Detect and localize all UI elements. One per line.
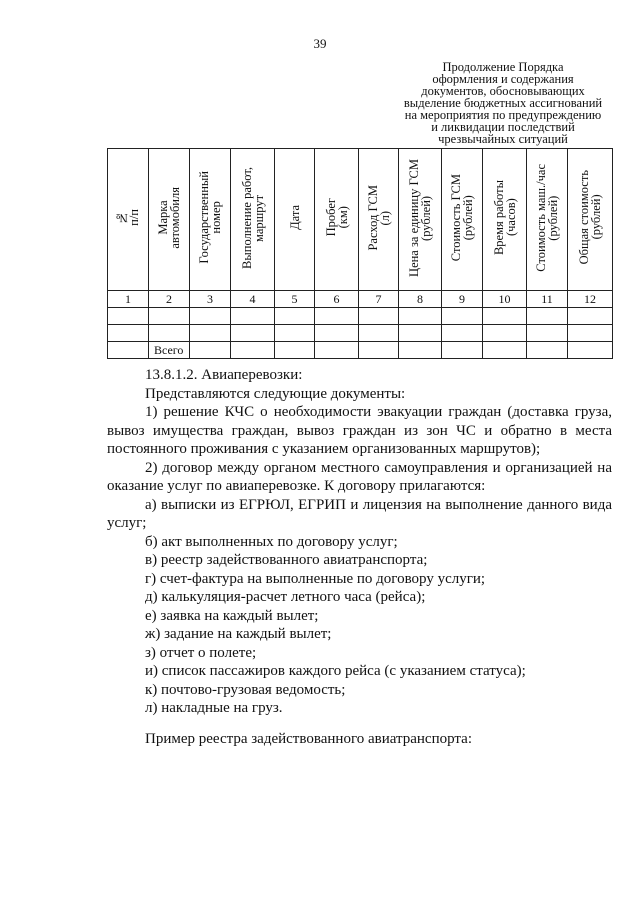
header-line: № — [115, 210, 129, 225]
column-number-cell: 11 — [527, 291, 568, 308]
table-cell — [527, 342, 568, 359]
vehicle-cost-table — [107, 148, 613, 359]
continuation-line: чрезвычайных ситуаций — [438, 132, 568, 146]
header-line: (рублей) — [546, 194, 560, 241]
header-text — [116, 209, 140, 226]
header-line: Время работы — [491, 179, 506, 256]
table-cell — [568, 342, 613, 359]
continuation-line: документов, обосновывающих — [421, 84, 585, 98]
header-line: Выполнение работ, — [239, 166, 254, 269]
header-text — [367, 185, 391, 251]
table-cell — [231, 308, 275, 325]
column-number-cell: 1 — [108, 291, 149, 308]
table-cell — [442, 342, 483, 359]
table-cell — [483, 342, 527, 359]
header-line: маршрут — [251, 193, 266, 242]
column-number-cell: 8 — [399, 291, 442, 308]
header-line: п/п — [127, 209, 141, 226]
list-item: а) выписки из ЕГРЮЛ, ЕГРИП и лицензия на выполнение данного вида услуг; — [107, 496, 612, 531]
table-cell — [483, 325, 527, 342]
list-item: г) счет-фактура на выполненные по договору услуги; — [145, 570, 486, 587]
table-header-row — [108, 149, 613, 291]
table-cell — [399, 325, 442, 342]
list-item: ж) задание на каждый вылет; — [145, 626, 332, 642]
page-number: 39 — [313, 36, 327, 51]
header-text — [325, 198, 349, 236]
table-cell — [359, 308, 399, 325]
header-cell — [275, 149, 315, 291]
column-number-cell: 5 — [275, 291, 315, 308]
column-number-cell: 9 — [442, 291, 483, 308]
total-row — [108, 342, 613, 359]
table-cell — [231, 342, 275, 359]
table-cell — [275, 308, 315, 325]
paragraph: 2) договор между органом местного самоуправления и организацией на оказание услуг по авиаперевозке. К договору прилагаются: — [107, 459, 612, 494]
header-line: Расход ГСМ — [365, 184, 380, 251]
table-cell — [108, 342, 149, 359]
paragraph: Пример реестра задействованного авиатранспорта: — [145, 730, 472, 747]
table-cell — [190, 325, 231, 342]
section-heading: 13.8.1.2. Авиаперевозки: — [145, 367, 303, 383]
table-cell — [190, 308, 231, 325]
column-number-cell: 12 — [568, 291, 613, 308]
table-cell — [527, 308, 568, 325]
table-row — [108, 308, 613, 325]
table-cell — [568, 325, 613, 342]
header-text — [157, 187, 181, 249]
header-line: Цена за единицу ГСМ — [407, 158, 421, 277]
header-line: (рублей) — [589, 194, 603, 241]
header-line: (рублей) — [461, 194, 475, 241]
total-label: Всего — [149, 342, 190, 359]
table-cell — [315, 308, 359, 325]
column-number-cell: 3 — [190, 291, 231, 308]
paragraph: 1) решение КЧС о необходимости эвакуации граждан (доставка груза, вывоз имущества граждан, вывоз граждан из зон ЧС и обратно в места постоянного проживания с указанием организованных маршрутов); — [107, 404, 612, 457]
header-text — [450, 174, 474, 261]
table-cell — [149, 325, 190, 342]
table-cell — [149, 308, 190, 325]
header-line: Общая стоимость — [577, 170, 591, 265]
table-cell — [108, 308, 149, 325]
header-cell — [190, 149, 231, 291]
header-cell — [568, 149, 613, 291]
header-text — [241, 167, 265, 269]
table-cell — [315, 342, 359, 359]
table-cell — [275, 325, 315, 342]
header-text — [535, 164, 559, 272]
continuation-line: оформления и содержания — [432, 72, 574, 86]
header-cell — [315, 149, 359, 291]
list-item: з) отчет о полете; — [145, 644, 257, 661]
header-line: Пробег — [323, 198, 338, 237]
continuation-line: выделение бюджетных ассигнований — [403, 96, 603, 110]
header-line: номер — [209, 201, 223, 234]
continuation-line: на мероприятия по предупреждению — [404, 108, 602, 122]
header-line: Стоимость ГСМ — [449, 173, 463, 262]
table-cell — [108, 325, 149, 342]
header-cell — [483, 149, 527, 291]
table-cell — [315, 325, 359, 342]
column-number-cell: 10 — [483, 291, 527, 308]
header-cell — [108, 149, 149, 291]
table-cell — [527, 325, 568, 342]
header-line: Дата — [287, 205, 302, 230]
header-line: (км) — [335, 206, 350, 229]
header-text — [578, 170, 602, 264]
table-row — [108, 325, 613, 342]
table-cell — [190, 342, 231, 359]
header-line: (рублей) — [419, 194, 433, 241]
continuation-line: Продолжение Порядка — [442, 60, 564, 74]
header-line: Марка — [156, 200, 170, 235]
table-cell — [442, 308, 483, 325]
table-cell — [399, 342, 442, 359]
column-number-cell: 7 — [359, 291, 399, 308]
continuation-note — [392, 61, 614, 145]
header-line: Государственный — [197, 171, 211, 264]
list-item: к) почтово-грузовая ведомость; — [145, 681, 346, 698]
header-text — [289, 205, 301, 230]
header-cell — [231, 149, 275, 291]
table-cell — [483, 308, 527, 325]
column-number-cell: 6 — [315, 291, 359, 308]
paragraph: Представляются следующие документы: — [145, 385, 406, 402]
header-text — [198, 171, 222, 264]
header-cell — [527, 149, 568, 291]
header-line: (часов) — [503, 198, 518, 237]
column-number-cell: 2 — [149, 291, 190, 308]
list-item: л) накладные на груз. — [145, 700, 283, 716]
header-line: автомобиля — [168, 186, 182, 249]
column-number-cell: 4 — [231, 291, 275, 308]
table-cell — [359, 342, 399, 359]
header-cell — [399, 149, 442, 291]
table-cell — [568, 308, 613, 325]
header-cell — [149, 149, 190, 291]
header-cell — [442, 149, 483, 291]
header-line: Стоимость маш./час — [534, 163, 548, 272]
table-cell — [359, 325, 399, 342]
table-cell — [231, 325, 275, 342]
document-body — [107, 366, 612, 748]
list-item: б) акт выполненных по договору услуг; — [145, 533, 398, 550]
table-cell — [275, 342, 315, 359]
table-cell — [399, 308, 442, 325]
list-item: в) реестр задействованного авиатранспорта; — [145, 552, 428, 568]
header-cell — [359, 149, 399, 291]
table-cell — [442, 325, 483, 342]
list-item: е) заявка на каждый вылет; — [145, 607, 319, 624]
header-text — [408, 159, 432, 277]
header-line: (л) — [377, 210, 392, 225]
list-item: д) калькуляция-расчет летного часа (рейса); — [145, 589, 426, 605]
header-text — [493, 180, 517, 255]
column-number-row — [108, 291, 613, 308]
list-item: и) список пассажиров каждого рейса (с указанием статуса); — [145, 663, 526, 679]
continuation-line: и ликвидации последствий — [431, 120, 575, 134]
